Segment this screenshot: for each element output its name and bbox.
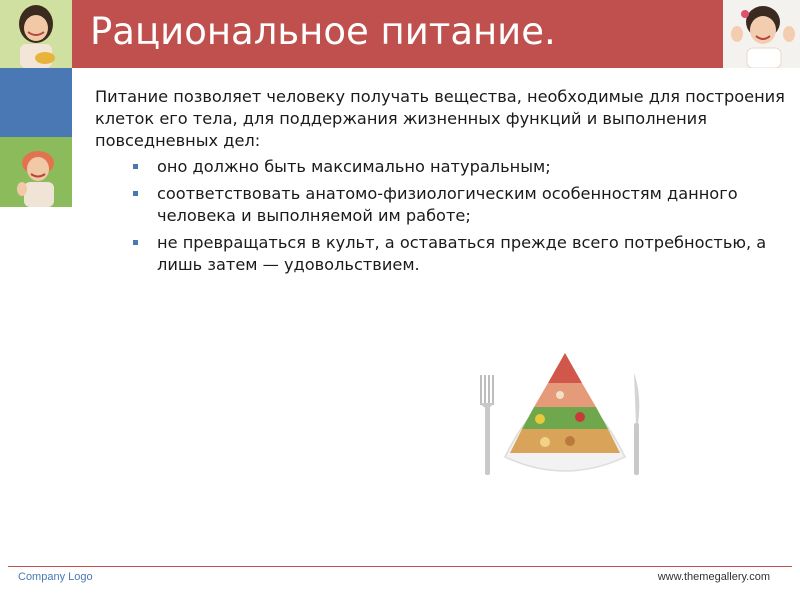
footer-divider xyxy=(8,566,792,567)
list-item xyxy=(95,232,785,276)
slide-title: Рациональное питание. xyxy=(90,10,556,53)
square-bullet-icon xyxy=(133,240,138,245)
content-area xyxy=(95,86,785,281)
blue-accent-block xyxy=(0,68,72,137)
food-pyramid-plate-image xyxy=(470,345,660,485)
bullet-text: не превращаться в культ, а оставаться прежде всего потребностью, а лишь затем — удовольствием. xyxy=(157,233,767,274)
fork-icon xyxy=(480,375,494,475)
bullet-list xyxy=(95,156,785,276)
website-url: www.themegallery.com xyxy=(657,571,770,583)
child-photo-top-right xyxy=(723,0,800,68)
bullet-text: оно должно быть максимально натуральным; xyxy=(157,157,551,176)
knife-icon xyxy=(634,373,639,475)
list-item xyxy=(95,156,785,178)
company-logo-text: Company Logo xyxy=(18,571,93,583)
child-photo-top-left xyxy=(0,0,72,68)
list-item xyxy=(95,183,785,227)
square-bullet-icon xyxy=(133,164,138,169)
intro-paragraph: Питание позволяет человеку получать вещества, необходимые для построения клеток его тела, для поддержания жизненных функций и выполнения повседневных дел: xyxy=(95,87,785,150)
square-bullet-icon xyxy=(133,191,138,196)
bullet-text: соответствовать анатомо-физиологическим особенностям данного человека и выполняемой им работе; xyxy=(157,184,738,225)
child-photo-mid-left xyxy=(0,137,72,207)
